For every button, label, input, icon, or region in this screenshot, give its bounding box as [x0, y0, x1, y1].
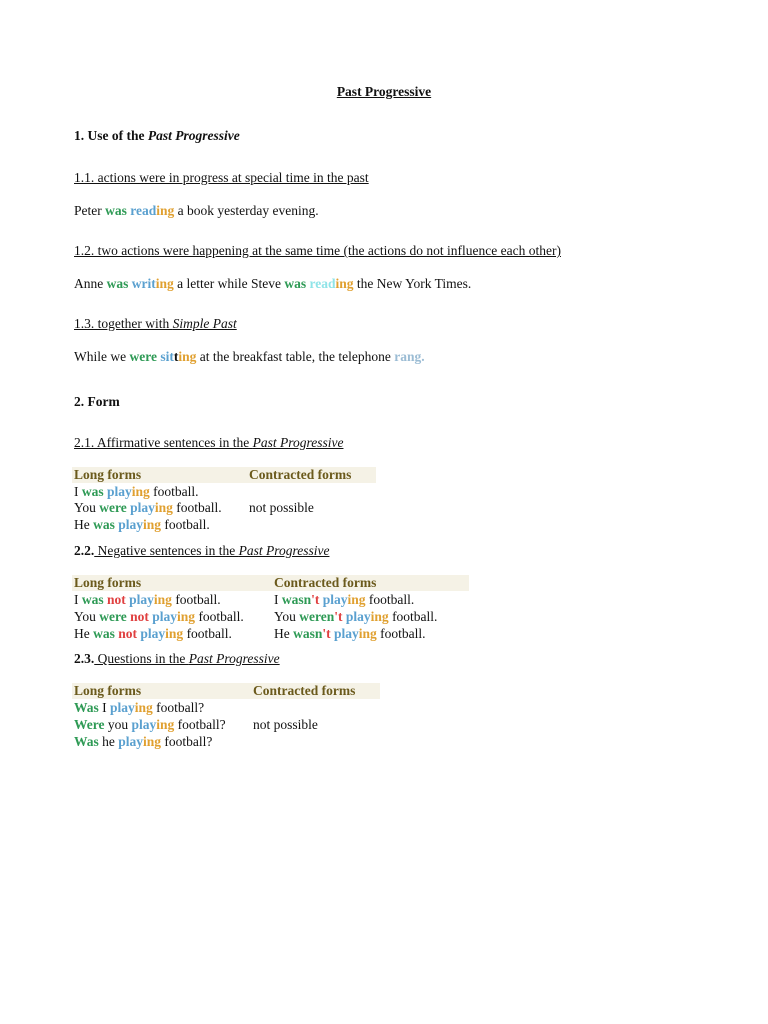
aux-verb: Was [74, 700, 99, 715]
example-text: While we [74, 349, 130, 364]
ing-suffix: ing [155, 276, 174, 291]
contracted-cell [274, 609, 437, 625]
table-row [74, 609, 244, 625]
col-long-forms: Long forms [74, 575, 142, 590]
subsection-heading-italic: Past Progressive [238, 543, 330, 558]
example-1-1 [74, 203, 319, 219]
section-2-heading: 2. Form [74, 394, 120, 409]
verb-stem: play [125, 592, 154, 607]
subject: He [74, 517, 94, 532]
object: football? [161, 734, 213, 749]
section-1-heading [74, 128, 240, 144]
verb-stem: play [126, 500, 155, 515]
verb-stem: play [330, 626, 359, 641]
aux-verb: wasn [293, 626, 323, 641]
col-contracted-forms: Contracted forms [274, 575, 377, 590]
subject: You [74, 609, 100, 624]
verb-stem: read [309, 276, 336, 291]
object: football? [174, 717, 226, 732]
subject: I [74, 592, 82, 607]
table-row [74, 700, 204, 716]
object: football. [161, 517, 210, 532]
page-title: Past Progressive [336, 84, 432, 99]
simple-past-verb: rang [394, 349, 422, 364]
object: football. [376, 626, 426, 641]
ing-suffix: ing [154, 500, 173, 515]
negation: not [126, 609, 149, 624]
example-period: . [421, 349, 425, 364]
example-text: the New York Times. [353, 276, 472, 291]
verb-stem: play [137, 626, 166, 641]
contracted-cell: not possible [253, 717, 318, 732]
negation: not [103, 592, 126, 607]
example-text: a book yesterday evening. [174, 203, 319, 218]
contracted-cell [274, 592, 414, 608]
subsection-number: 2.3. [74, 651, 95, 666]
object: football. [195, 609, 244, 624]
subject: You [74, 500, 100, 515]
negation: 't [322, 626, 331, 641]
subsection-heading-link [94, 651, 279, 666]
example-1-2 [74, 276, 471, 292]
subsection-heading-italic: Past Progressive [188, 651, 280, 666]
subsection-heading-text: Negative sentences in the [94, 543, 239, 558]
subsection-heading-text: Questions in the [94, 651, 189, 666]
negation: not [114, 626, 138, 641]
aux-verb: were [99, 609, 127, 624]
aux-verb: Was [74, 734, 99, 749]
object: football. [149, 484, 199, 499]
subject: I [274, 592, 282, 607]
example-text: a letter while Steve [173, 276, 285, 291]
ing-suffix: ing [143, 734, 162, 749]
contracted-cell: not possible [249, 500, 314, 515]
col-contracted-forms: Contracted forms [253, 683, 356, 698]
table-row [74, 517, 210, 533]
subsection-2-2-heading [74, 543, 329, 559]
object: football. [172, 500, 222, 515]
ing-suffix: ing [178, 349, 197, 364]
subsection-1-1-heading: 1.1. actions were in progress at special time in the past [74, 170, 369, 185]
aux-verb: Were [74, 717, 105, 732]
negation: 't [311, 592, 320, 607]
subsection-heading-italic: Past Progressive [252, 435, 344, 450]
table-row [74, 484, 199, 500]
aux-verb: were [99, 500, 127, 515]
subject: I [74, 484, 82, 499]
col-contracted-forms: Contracted forms [249, 467, 352, 482]
col-long-forms: Long forms [74, 467, 142, 482]
subject: He [74, 626, 94, 641]
ing-suffix: ing [165, 626, 184, 641]
table-row [74, 734, 212, 750]
verb-stem: writ [131, 276, 156, 291]
subsection-heading-text: 1.3. together with [74, 316, 173, 331]
ing-suffix: ing [370, 609, 389, 624]
ing-suffix: ing [156, 717, 175, 732]
object: football. [365, 592, 415, 607]
ing-suffix: ing [358, 626, 377, 641]
ing-suffix: ing [335, 276, 354, 291]
subsection-1-3-heading [74, 316, 237, 332]
subsection-heading-link [94, 543, 329, 558]
verb-stem: play [118, 734, 144, 749]
aux-verb: was [284, 276, 307, 291]
verb-stem: play [319, 592, 348, 607]
subsection-heading-italic: Simple Past [172, 316, 237, 331]
col-long-forms: Long forms [74, 683, 142, 698]
object: football. [388, 609, 438, 624]
aux-verb: was [81, 592, 104, 607]
subsection-2-3-heading [74, 651, 280, 667]
subject: you [104, 717, 132, 732]
object: football? [152, 700, 205, 715]
contracted-cell [274, 626, 426, 642]
ing-suffix: ing [134, 700, 153, 715]
section-1-heading-text: 1. Use of the [74, 128, 148, 143]
object: football. [171, 592, 221, 607]
aux-verb: was [81, 484, 104, 499]
verb-stem: play [110, 700, 135, 715]
aux-verb: were [129, 349, 157, 364]
aux-verb: wasn [281, 592, 312, 607]
verb-stem: play [103, 484, 132, 499]
table-row [74, 500, 222, 516]
subsection-heading-text: 2.1. Affirmative sentences in the [74, 435, 253, 450]
aux-verb: weren [299, 609, 335, 624]
subject: I [98, 700, 111, 715]
table-row [74, 717, 226, 733]
ing-suffix: ing [156, 203, 175, 218]
example-1-3 [74, 349, 425, 365]
subject: You [274, 609, 300, 624]
verb-stem: read [130, 203, 157, 218]
subject: he [98, 734, 119, 749]
negation: 't [334, 609, 343, 624]
ing-suffix: ing [177, 609, 196, 624]
verb-stem: sit [160, 349, 174, 364]
verb-stem-double: t [173, 349, 179, 364]
subsection-1-2-heading: 1.2. two actions were happening at the same time (the actions do not influence each other) [74, 243, 561, 258]
aux-verb: was [106, 276, 129, 291]
verb-stem: play [131, 717, 157, 732]
ing-suffix: ing [143, 517, 162, 532]
example-text: at the breakfast table, the telephone [196, 349, 395, 364]
table-row [74, 592, 221, 608]
ing-suffix: ing [347, 592, 366, 607]
section-1-heading-italic: Past Progressive [147, 128, 240, 143]
verb-stem: play [342, 609, 371, 624]
verb-stem: play [148, 609, 178, 624]
aux-verb: was [93, 517, 115, 532]
object: football. [183, 626, 232, 641]
subsection-number: 2.2. [74, 543, 95, 558]
aux-verb: was [105, 203, 127, 218]
ing-suffix: ing [131, 484, 150, 499]
verb-stem: play [114, 517, 144, 532]
ing-suffix: ing [153, 592, 172, 607]
example-text: Peter [74, 203, 106, 218]
subsection-2-1-heading [74, 435, 343, 451]
subject: He [274, 626, 294, 641]
example-text: Anne [74, 276, 107, 291]
aux-verb: was [93, 626, 115, 641]
table-row [74, 626, 232, 642]
